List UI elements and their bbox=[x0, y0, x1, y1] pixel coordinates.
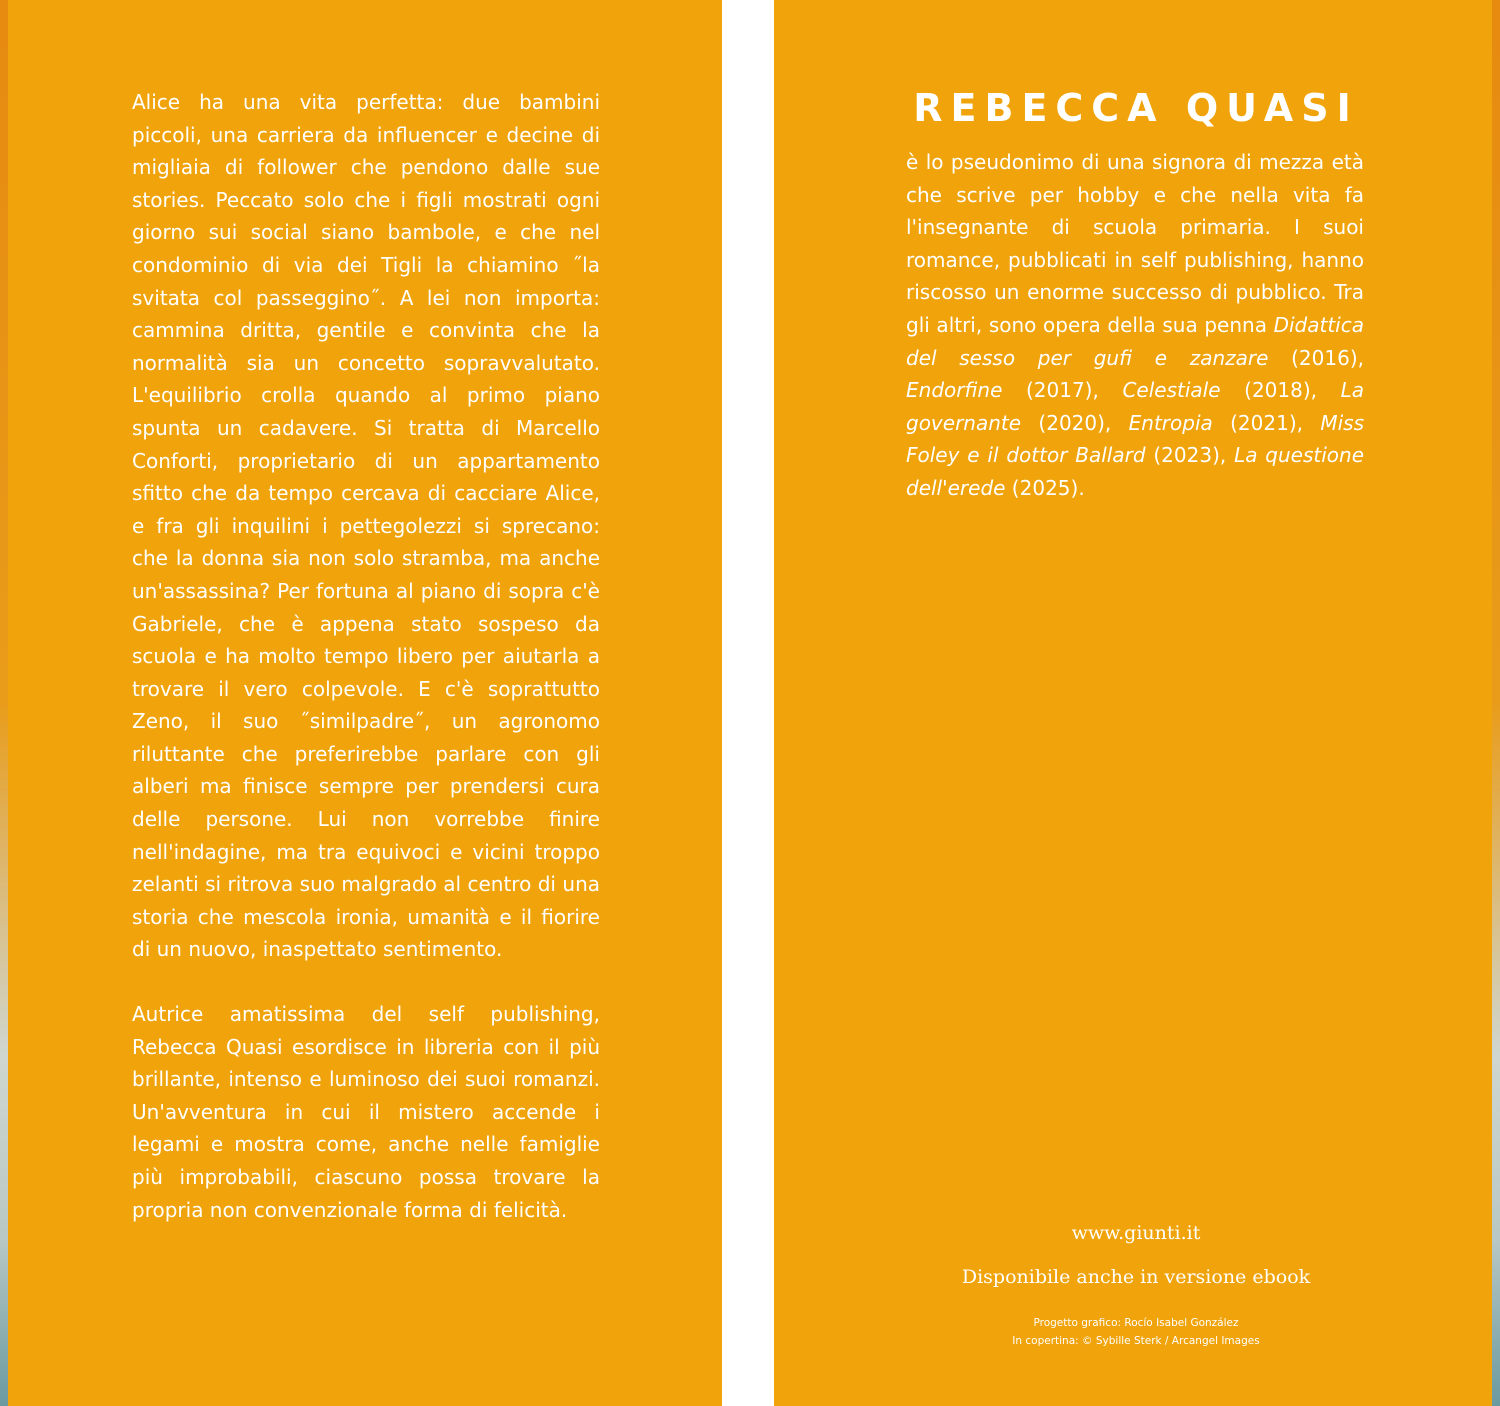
book-year: (2020), bbox=[1021, 410, 1129, 435]
book-title: Celestiale bbox=[1122, 378, 1221, 403]
cover-edge-left bbox=[0, 0, 8, 1406]
synopsis-column bbox=[132, 86, 600, 1226]
design-credit: Progetto grafico: Rocío Isabel González bbox=[1033, 1317, 1239, 1329]
tagline-paragraph: Autrice amatissima del self publishing, Rebecca Quasi esordisce in libreria con il più brillante, intenso e luminoso dei suoi romanzi. Un'avventura in cui il mistero accende i legami e mostra come, anche nelle famiglie più improbabili, ciascuno possa trovare la propria non convenzionale forma di felicità. bbox=[132, 1002, 600, 1222]
bio-intro: è lo pseudonimo di una signora di mezza età che scrive per hobby e che nella vita fa l'insegnante di scuola primaria. I suoi romance, pubblicati in self publishing, hanno riscosso un enorme successo di pubblico. Tra gli altri, sono opera della sua penna bbox=[906, 150, 1364, 337]
author-bio bbox=[906, 146, 1364, 505]
book-title: Endorfine bbox=[906, 378, 1003, 403]
book-year: (2021), bbox=[1212, 410, 1321, 435]
book-year: (2018), bbox=[1220, 378, 1341, 403]
cover-credit: In copertina: © Sybille Sterk / Arcangel Images bbox=[1012, 1335, 1260, 1347]
publisher-website: www.giunti.it bbox=[1071, 1222, 1201, 1244]
back-flap-panel bbox=[8, 0, 722, 1406]
book-title: La governante bbox=[906, 378, 1365, 435]
author-name: REBECCA QUASI bbox=[913, 86, 1359, 130]
book-title: Miss Foley e il dottor Ballard bbox=[906, 410, 1364, 468]
book-title: Didattica del sesso per gufi e zanzare bbox=[906, 312, 1364, 370]
synopsis-paragraph: Alice ha una vita perfetta: due bambini piccoli, una carriera da influencer e decine di migliaia di follower che pendono dalle sue stories. Peccato solo che i figli mostrati ogni giorno sui social siano bambole, e che nel condominio di via dei Tigli la chiamino ˝la svitata col passeggino˝. A lei non importa: cammina dritta, gentile e convinta che la normalità sia un concetto sopravvalutato. L'equilibrio crolla quando al primo piano spunta un cadavere. Si tratta di Marcello Conforti, proprietario di un appartamento sfitto che da tempo cercava di cacciare Alice, e fra gli inquilini i pettegolezzi si sprecano: che la donna sia non solo stramba, ma anche un'assassina? Per fortuna al piano di sopra c'è Gabriele, che è appena stato sospeso da scuola e ha molto tempo libero per aiutarla a trovare il vero colpevole. E c'è soprattutto Zeno, il suo ˝similpadre˝, un agronomo riluttante che preferirebbe parlare con gli alberi ma finisce sempre per prendersi cura delle persone. Lui non vorrebbe finire nell'indagine, ma tra equivoci e vicini troppo zelanti si ritrova suo malgrado al centro di una storia che mescola ironia, umanità e il fiorire di un nuovo, inaspettato sentimento. bbox=[132, 90, 600, 962]
book-year: (2017), bbox=[1002, 378, 1123, 403]
book-year: (2023), bbox=[1145, 443, 1235, 468]
credits bbox=[774, 1314, 1498, 1350]
book-title: Entropia bbox=[1128, 410, 1213, 435]
front-flap-panel bbox=[774, 0, 1492, 1406]
book-year: (2025). bbox=[1005, 475, 1085, 500]
book-year: (2016), bbox=[1268, 345, 1364, 370]
book-title: La questione dell'erede bbox=[906, 443, 1365, 500]
cover-edge-right bbox=[1492, 0, 1500, 1406]
ebook-note: Disponibile anche in versione ebook bbox=[961, 1266, 1311, 1288]
